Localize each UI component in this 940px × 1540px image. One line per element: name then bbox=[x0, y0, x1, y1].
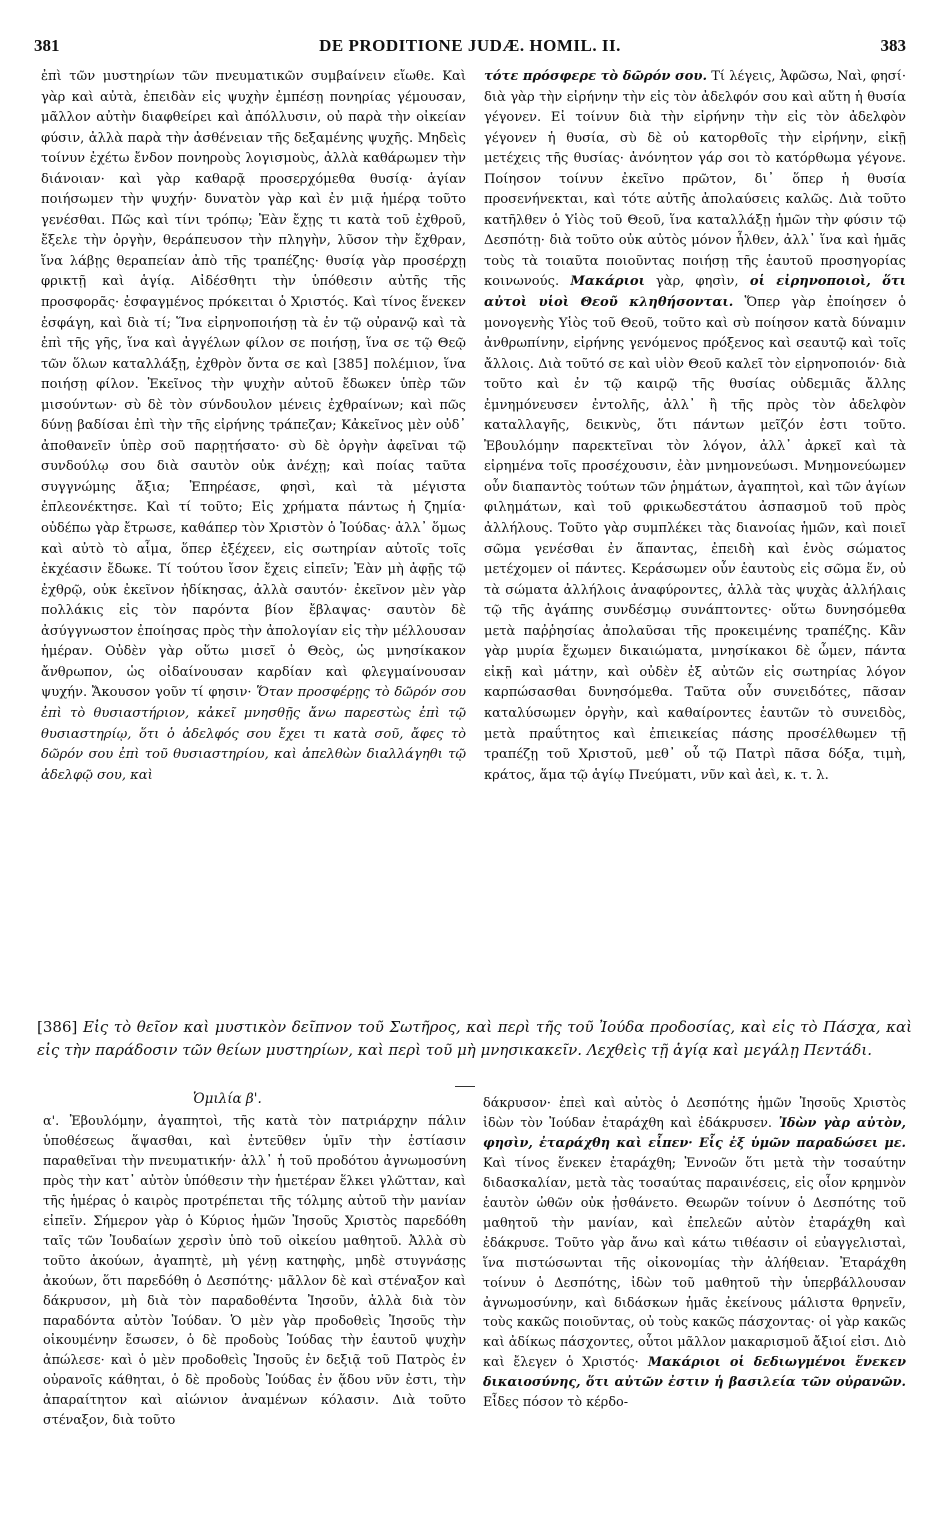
body-text: Καὶ τίνος ἕνεκεν ἐταράχθη; Ἐννοῶν ὅτι μετὰ τὴν τοσαύτην διδασκαλίαν, μετὰ τὰς τοσαύτας παραινέσεις, εἰς οἷον κρημνὸν ἑαυτὸν ὠθῶν οὐκ ᾐσθάνετο. Θεωρῶν τοίνυν ὁ Δεσπότης τοῦ μαθητοῦ τὴν μανίαν, καὶ ἐπελεῶν αὐτὸν ἐταράχθη καὶ ἐδάκρυσε. Τοῦτο γὰρ ἄνω καὶ κάτω τιθέασιν οἱ εὐαγγελισταὶ, ἵνα πιστώσωνται τῆς οἰκονομίας τὴν ἀλήθειαν. Ἐταράχθη τοίνυν ὁ Δεσπότης, ἰδὼν τοῦ μαθητοῦ τὴν ὑπερβάλλουσαν ἀγνωμοσύνην, καὶ διδάσκων ἡμᾶς ἐκείνους μάλιστα θρηνεῖν, τοὺς κακῶς ποιοῦντας, οὐ τοὺς κακῶς πάσχοντας· οἱ γὰρ κακῶς καὶ ἀδίκως πάσχοντες, οὗτοι μᾶλλον μακαρισμοῦ ἄξιοί εἰσι. Διὸ καὶ ἔλεγεν ὁ Χριστός· bbox=[483, 1155, 906, 1371]
body-paragraph bbox=[41, 67, 466, 786]
homily-title-text: Εἰς τὸ θεῖον καὶ μυστικὸν δεῖπνον τοῦ Σωτῆρος, καὶ περὶ τῆς τοῦ Ἰούδα προδοσίας, καὶ εἰς τὸ Πάσχα, καὶ εἰς τὴν παράδοσιν τῶν θείων μυστηρίων, καὶ περὶ τοῦ μὴ μνησικακεῖν. Λεχθεὶς τῇ ἁγίᾳ καὶ μεγάλῃ Πεντάδι. bbox=[37, 1018, 912, 1059]
bottom-left-column bbox=[43, 1112, 466, 1431]
scripture-quote: Μακάριοι bbox=[559, 274, 646, 290]
homily-label: Ὁμιλία β'. bbox=[193, 1091, 262, 1107]
page-number-left: 381 bbox=[34, 36, 60, 55]
page-number-right: 383 bbox=[880, 36, 906, 55]
scripture-quote: Ἰδὼν γὰρ αὐτὸν, φησὶν, ἐταράχθη καὶ εἶπεν· Εἷς ἐξ ὑμῶν παραδώσει με. bbox=[483, 1115, 906, 1151]
body-paragraph bbox=[484, 67, 906, 786]
page-header bbox=[30, 36, 910, 58]
column-reference: [386] bbox=[37, 1018, 78, 1036]
scripture-quote: Μακάριοι οἱ δεδιωγμένοι ἕνεκεν δικαιοσύνης, ὅτι αὐτῶν ἐστιν ἡ βασιλεία τῶν οὐρανῶν. bbox=[483, 1355, 906, 1391]
body-text: Εἶδες πόσον τὸ κέρδο- bbox=[483, 1395, 629, 1411]
running-title: DE PRODITIONE JUDÆ. HOMIL. II. bbox=[319, 36, 621, 55]
body-text: ἐπὶ τῶν μυστηρίων τῶν πνευματικῶν συμβαίνειν εἴωθε. Καὶ γὰρ καὶ αὐτὰ, ἐπειδὰν εἰς ψυχὴν ἐμπέσῃ πονηρίας γέμουσαν, μᾶλλον αὐτὴν διαφθείρει καὶ ἀπόλλυσιν, οὐ παρὰ τὴν οἰκείαν φύσιν, ἀλλὰ παρὰ τὴν ἀσθένειαν τῆς δεξαμένης ψυχῆς. Μηδεὶς τοίνυν ἐχέτω ἔνδον πονηροὺς λογισμοὺς, ἀλλὰ καθάρωμεν τὴν διάνοιαν· καὶ γὰρ καθαρᾷ προσερχόμεθα θυσίᾳ· ἁγίαν ποιήσωμεν τὴν ψυχήν· δυνατὸν γὰρ καὶ ἐν μιᾷ ἡμέρᾳ τοῦτο γενέσθαι. Πῶς καὶ τίνι τρόπῳ; Ἐὰν ἔχῃς τι κατὰ τοῦ ἐχθροῦ, ἔξελε τὴν ὀργὴν, θεράπευσον τὴν πληγὴν, λῦσον τὴν ἔχθραν, ἵνα λάβῃς θεραπείαν ἀπὸ τῆς τραπέζης· θυσίᾳ γὰρ προσέρχῃ φρικτῇ καὶ ἁγίᾳ. Αἰδέσθητι τὴν ὑπόθεσιν αὐτῆς τῆς προσφορᾶς· ἐσφαγμένος πρόκειται ὁ Χριστός. Καὶ τίνος ἕνεκεν ἐσφάγη, καὶ διὰ τί; Ἵνα εἰρηνοποιήσῃ τὰ ἐν τῷ οὐρανῷ καὶ τὰ ἐπὶ τῆς γῆς, ἵνα καὶ ἀγγέλων φίλον σε ποιήσῃ, ἵνα σε τῷ Θεῷ τῶν ὅλων καταλλάξῃ, ἐχθρὸν ὄντα σε καὶ [385] πολέμιον, ἵνα ποιήσῃ φίλον. Ἐκεῖνος τὴν ψυχὴν αὐτοῦ ἔδωκεν ὑπὲρ τῶν μισούντων· σὺ δὲ τὸν σύνδουλον μένεις ἐχθραίνων; καὶ πῶς δύνῃ βαδίσαι ἐπὶ τὴν τῆς εἰρήνης τράπεζαν; Κἀκεῖνος μὲν οὐδ᾽ ἀποθανεῖν ὑπὲρ σοῦ παρῃτήσατο· σὺ δὲ ὀργὴν ἀφεῖναι τῷ συνδούλῳ σου διὰ σαυτὸν οὐκ ἀνέχῃ; καὶ ποίας ταῦτα συγγνώμης ἄξια; Ἐπηρέασε, φησὶ, καὶ τὰ μέγιστα ἐπλεονέκτησε. Καὶ τί τοῦτο; Εἰς χρήματα πάντως ἡ ζημία· οὐδέπω γὰρ ἔτρωσε, καθάπερ τὸν Χριστὸν ὁ Ἰούδας· ἀλλ᾽ ὅμως καὶ αὐτὸ τὸ αἷμα, ὅπερ ἐξέχεεν, εἰς σωτηρίαν αὐτοῖς τοῖς ἐκχέασιν ἔδωκε. Τί τούτου ἴσον ἔχεις εἰπεῖν; Ἐὰν μὴ ἀφῇς τῷ ἐχθρῷ, οὐκ ἐκεῖνον ἠδίκησας, ἀλλὰ σαυτόν· ἐκεῖνον μὲν γὰρ πολλάκις εἰς τὸν παρόντα βίον ἔβλαψας· σαυτὸν δὲ ἀσύγγνωστον ἐποίησας πρὸς τὴν ἀπολογίαν εἰς τὴν μέλλουσαν ἡμέραν. Οὐδὲν γὰρ οὕτω μισεῖ ὁ Θεὸς, ὡς μνησίκακον ἄνθρωπον, ὡς οἰδαίνουσαν καρδίαν καὶ φλεγμαίνουσαν ψυχήν. Ἄκουσον γοῦν τί φησιν· bbox=[41, 69, 466, 701]
body-paragraph: α'. Ἐβουλόμην, ἀγαπητοὶ, τῆς κατὰ τὸν πατριάρχην πάλιν ὑποθέσεως ἅψασθαι, καὶ ἐντεῦθεν ὑμῖν τὴν ἑστίασιν παραθεῖναι τὴν πνευματικήν· ἀλλ᾽ ἡ τοῦ προδότου ἀγνωμοσύνη πρὸς τὴν κατ᾽ αὐτὸν ὑπόθεσιν τὴν ἡμετέραν ἕλκει γλῶτταν, καὶ τῆς ἡμέρας ὁ καιρὸς προτρέπεται τῆς τόλμης αὐτοῦ τὴν μανίαν εἰπεῖν. Σήμερον γὰρ ὁ Κύριος ἡμῶν Ἰησοῦς Χριστὸς παρεδόθη ταῖς τῶν Ἰουδαίων χερσὶν ὑπὸ τοῦ οἰκείου μαθητοῦ. Ἀλλὰ σὺ τοῦτο ἀκούων, ἀγαπητὲ, μὴ γένῃ κατηφὴς, μηδὲ στυγνάσῃς ἀκούων, ὅτι παρεδόθη ὁ Δεσπότης· μᾶλλον δὲ καὶ στέναξον καὶ δάκρυσον, μὴ διὰ τὸν παραδοθέντα Ἰησοῦν, ἀλλὰ διὰ τὸν παραδόντα αὐτὸν Ἰούδαν. Ὁ μὲν γὰρ προδοθεὶς Ἰησοῦς τὴν οἰκουμένην ἔσωσεν, ὁ δὲ προδοὺς Ἰούδας τὴν ἑαυτοῦ ψυχὴν ἀπώλεσε· καὶ ὁ μὲν προδοθεὶς Ἰησοῦς ἐν δεξιᾷ τοῦ Πατρὸς ἐν οὐρανοῖς κάθηται, ὁ δὲ προδοὺς Ἰούδας ἐν ᾅδου νῦν ἐστι, τὴν ἀπαραίτητον καὶ αἰώνιον ἀναμένων κόλασιν. Διὰ τοῦτο στέναξον, διὰ τοῦτο bbox=[43, 1114, 466, 1429]
scripture-quote: Ὅταν προσφέρῃς τὸ δῶρόν σου ἐπὶ τὸ θυσιαστήριον, κἀκεῖ μνησθῇς ἄνω παρεστὼς ἐπὶ τῷ θυσιαστηρίῳ, ὅτι ὁ ἀδελφός σου ἔχει τι κατὰ σοῦ, ἄφες τὸ δῶρόν σου ἐπὶ τοῦ θυσιαστηρίου, καὶ ἀπελθὼν διαλλάγηθι τῷ ἀδελφῷ σου, καὶ bbox=[41, 685, 466, 783]
top-left-column bbox=[41, 67, 466, 786]
scripture-quote: τότε πρόσφερε τὸ δῶρόν σου. bbox=[484, 69, 708, 84]
section-divider bbox=[455, 1086, 475, 1087]
body-text: Ὅπερ γὰρ ἐποίησεν ὁ μονογενὴς Υἱὸς τοῦ Θεοῦ, τοῦτο καὶ σὺ ποίησον κατὰ δύναμιν ἀνθρωπίνην, εἰρήνης γενόμενος πρόξενος καὶ σεαυτῷ καὶ τοῖς ἄλλοις. Διὰ τοῦτό σε καὶ υἱὸν Θεοῦ καλεῖ τὸν εἰρηνοποιόν· διὰ τοῦτο καὶ ἐν τῷ καιρῷ τῆς θυσίας οὐδεμιᾶς ἄλλης ἐμνημόνευσεν ἐντολῆς, ἀλλ᾽ ἢ τῆς πρὸς τὸν ἀδελφὸν καταλλαγῆς, δεικνὺς, ὅτι πάντων μεῖζόν ἐστι τοῦτο. Ἐβουλόμην παρεκτεῖναι τὸν λόγον, ἀλλ᾽ ἀρκεῖ καὶ τὰ εἰρημένα τοῖς προσέχουσιν, ἐὰν μνημονεύωσι. Μνημονεύωμεν οὖν διαπαντὸς τούτων τῶν ῥημάτων, ἀγαπητοὶ, καὶ τῶν ἁγίων φιλημάτων, καὶ τοῦ φρικωδεστάτου ἀσπασμοῦ τοῦ πρὸς ἀλλήλους. Τοῦτο γὰρ συμπλέκει τὰς διανοίας ἡμῶν, καὶ ποιεῖ σῶμα γενέσθαι ἐν ἅπαντας, ἐπειδὴ καὶ ἑνὸς σώματος μετέχομεν οἱ πάντες. Κεράσωμεν οὖν ἑαυτοὺς εἰς σῶμα ἕν, οὐ τὰ σώματα ἀλλήλοις ἀναφύροντες, ἀλλὰ τὰς ψυχὰς ἀλλήλαις τῷ τῆς ἀγάπης συνδέσμῳ συνάπτοντες· οὕτω δυνησόμεθα μετὰ παῤῥησίας ἀπολαῦσαι τῆς προκειμένης τραπέζης. Κἂν γὰρ μυρία ἔχωμεν δικαιώματα, μνησίκακοι δὲ ὦμεν, πάντα εἰκῇ καὶ μάτην, καὶ οὐδὲν ἐξ αὐτῶν εἰς σωτηρίας λόγον καρπώσασθαι δυνησόμεθα. Ταῦτα οὖν συνειδότες, πᾶσαν καταλύσωμεν ὀργὴν, καὶ καθαίροντες ἑαυτῶν τὸ συνειδὸς, μετὰ πραΰτητος καὶ ἐπιεικείας πάσης προσέλθωμεν τῇ τραπέζῃ τοῦ Χριστοῦ, μεθ᾽ οὗ τῷ Πατρὶ πᾶσα δόξα, τιμὴ, κράτος, ἅμα τῷ ἁγίῳ Πνεύματι, νῦν καὶ ἀεὶ, κ. τ. λ. bbox=[484, 295, 906, 783]
scripture-quote: οἱ εἰρηνοποιοὶ, ὅτι αὐτοὶ υἱοὶ Θεοῦ κληθήσονται. bbox=[484, 274, 906, 311]
bottom-right-column bbox=[483, 1094, 906, 1413]
homily-title bbox=[37, 1016, 912, 1062]
body-text: δάκρυσον· ἐπεὶ καὶ αὐτὸς ὁ Δεσπότης ἡμῶν Ἰησοῦς Χριστὸς ἰδὼν τὸν Ἰούδαν ἐταράχθη καὶ ἐδάκρυσεν. bbox=[483, 1096, 906, 1131]
top-right-column bbox=[484, 67, 906, 786]
body-text: γὰρ, φησὶν, bbox=[645, 274, 739, 290]
body-paragraph bbox=[483, 1094, 906, 1413]
body-text: Τί λέγεις, Ἀφῶσω, Ναὶ, φησί· διὰ γὰρ τὴν εἰρήνην τὴν εἰς τὸν ἀδελφόν σου καὶ αὕτη ἡ θυσία γέγονεν. Εἰ τοίνυν διὰ τὴν εἰρήνην τὴν εἰς τὸν ἀδελφὸν γέγονεν ἡ θυσία, σὺ δὲ οὐ κατορθοῖς τὴν εἰρήνην, εἰκῇ μετέχεις τῆς θυσίας· ἀνόνητον γάρ σοι τὸ κατόρθωμα γέγονε. Ποίησον τοίνυν ἐκεῖνο πρῶτον, δι᾽ ὅπερ ἡ θυσία προσενήνεκται, καὶ τότε αὐτῆς ἀπολαύσεις καλῶς. Διὰ τοῦτο κατῆλθεν ὁ Υἱὸς τοῦ Θεοῦ, ἵνα καταλλάξῃ ἡμῶν τὴν φύσιν τῷ Δεσπότῃ· διὰ τοῦτο οὐκ αὐτὸς μόνον ἦλθεν, ἀλλ᾽ ἵνα καὶ ἡμᾶς τοὺς τὰ τοιαῦτα ποιοῦντας ποιήσῃ τῆς ἑαυτοῦ προσηγορίας κοινωνούς. bbox=[484, 69, 906, 290]
